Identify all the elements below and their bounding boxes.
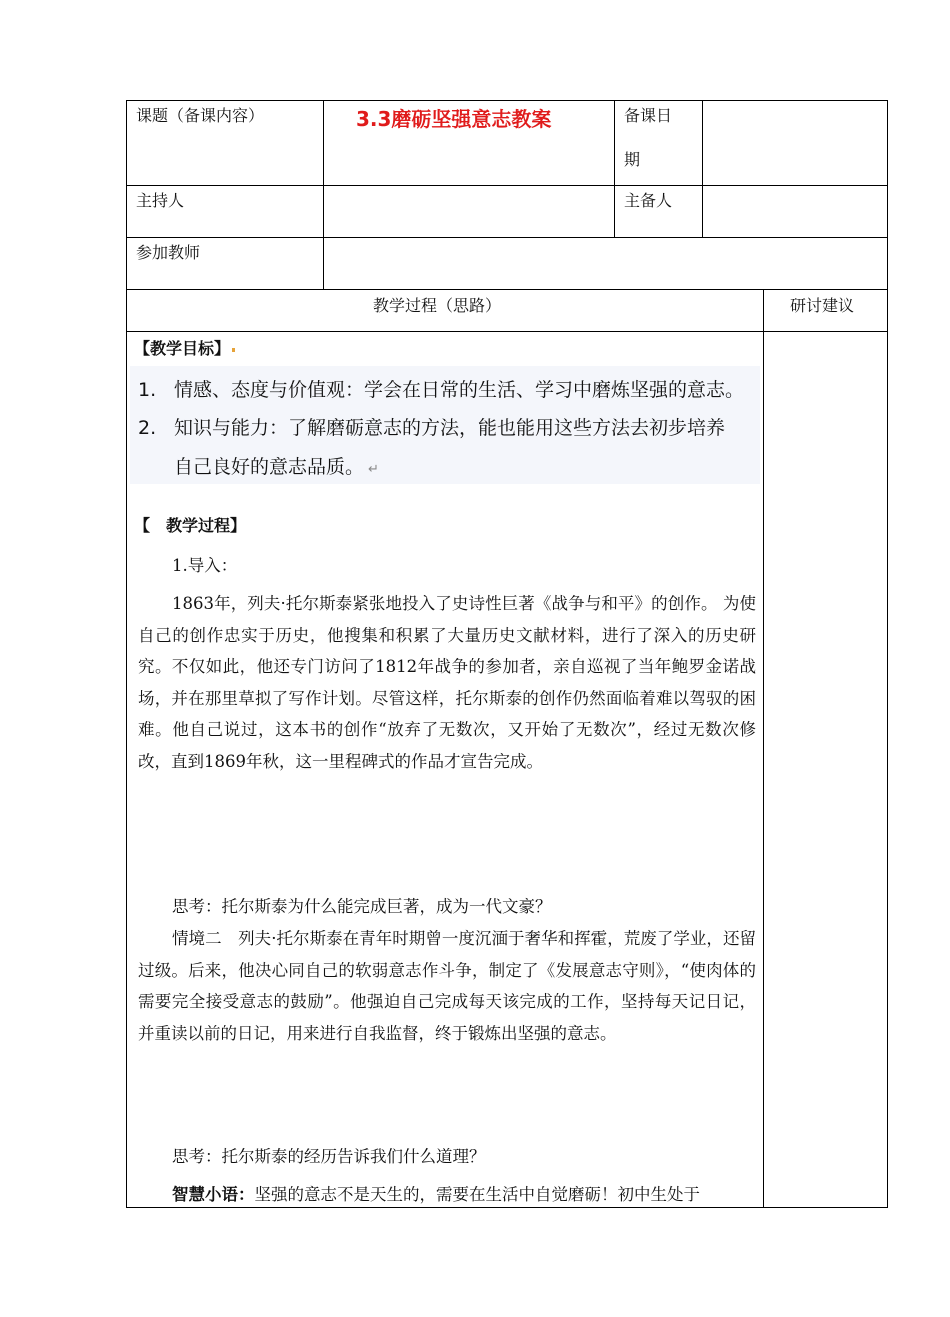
table-line	[126, 237, 888, 238]
objective-item-1: 情感、态度与价值观：学会在日常的生活、学习中磨炼坚强的意志。	[174, 379, 745, 401]
teachers-label: 参加教师	[136, 243, 201, 262]
table-line	[126, 100, 127, 1208]
process-heading: 【 教学过程】	[134, 516, 247, 535]
wisdom-label: 智慧小语：	[172, 1185, 255, 1204]
lesson-title: 3.3磨砺坚强意志教案	[356, 107, 552, 131]
table-line	[126, 185, 888, 186]
wisdom-line	[172, 1181, 700, 1205]
table-line	[126, 289, 888, 290]
prep-date-label-cont: 期	[624, 150, 641, 169]
think-question-1: 思考：托尔斯泰为什么能完成巨著，成为一代文豪？	[172, 897, 552, 916]
host-label: 主持人	[136, 191, 185, 210]
wisdom-text: 坚强的意志不是天生的，需要在生活中自觉磨砺！初中生处于	[254, 1185, 700, 1204]
table-line	[887, 100, 888, 1208]
table-line	[614, 100, 615, 238]
table-line	[126, 1207, 888, 1208]
objective-num-2: 2.	[138, 417, 157, 439]
table-line	[126, 331, 888, 332]
think-question-2: 思考：托尔斯泰的经历告诉我们什么道理？	[172, 1147, 486, 1166]
objectives-heading: 【教学目标】	[134, 339, 237, 359]
objective-item-2: 知识与能力：了解磨砺意志的方法，能也能用这些方法去初步培养	[174, 417, 726, 439]
table-line	[126, 100, 888, 101]
edit-mark-icon	[232, 348, 235, 352]
main-prep-label: 主备人	[624, 191, 673, 210]
objective-item-2-cont: 自己良好的意志品质。 ↵	[174, 456, 379, 478]
story-paragraph-1: 1863年，列夫·托尔斯泰紧张地投入了史诗性巨著《战争与和平》的创作。 为使自己的创作忠实于历史，他搜集和积累了大量历史文献材料，进行了深入的历史研究。不仅如此，他还专门访问了1812年战争的参加者，亲自巡视了当年鲍罗金诺战场，并在那里草拟了写作计划。尽管这样，托尔斯泰的创作仍然面临着难以驾驭的困难。他自己说过，这本书的创作“放弃了无数次，又开始了无数次”，经过无数次修改，直到1869年秋，这一里程碑式的作品才宣告完成。	[138, 594, 756, 771]
table-line	[323, 100, 324, 290]
objective-num-1: 1.	[138, 379, 157, 401]
story-paragraph-2: 情境二 列夫·托尔斯泰在青年时期曾一度沉湎于奢华和挥霍，荒废了学业，还留过级。后来，他决心同自己的软弱意志作斗争，制定了《发展意志守则》，“使肉体的需要完全接受意志的鼓励”。他强迫自己完成每天该完成的工作，坚持每天记日记，并重读以前的日记，用来进行自我监督，终于锻炼出坚强的意志。	[138, 929, 756, 1043]
table-line	[763, 289, 764, 1208]
suggest-label: 研讨建议	[790, 296, 855, 315]
table-line	[702, 100, 703, 238]
intro-label: 1.导入：	[172, 556, 238, 575]
topic-label: 课题（备课内容）	[136, 106, 265, 125]
return-mark-icon: ↵	[368, 462, 379, 477]
process-label: 教学过程（思路）	[373, 296, 502, 315]
prep-date-label: 备课日	[624, 106, 673, 125]
